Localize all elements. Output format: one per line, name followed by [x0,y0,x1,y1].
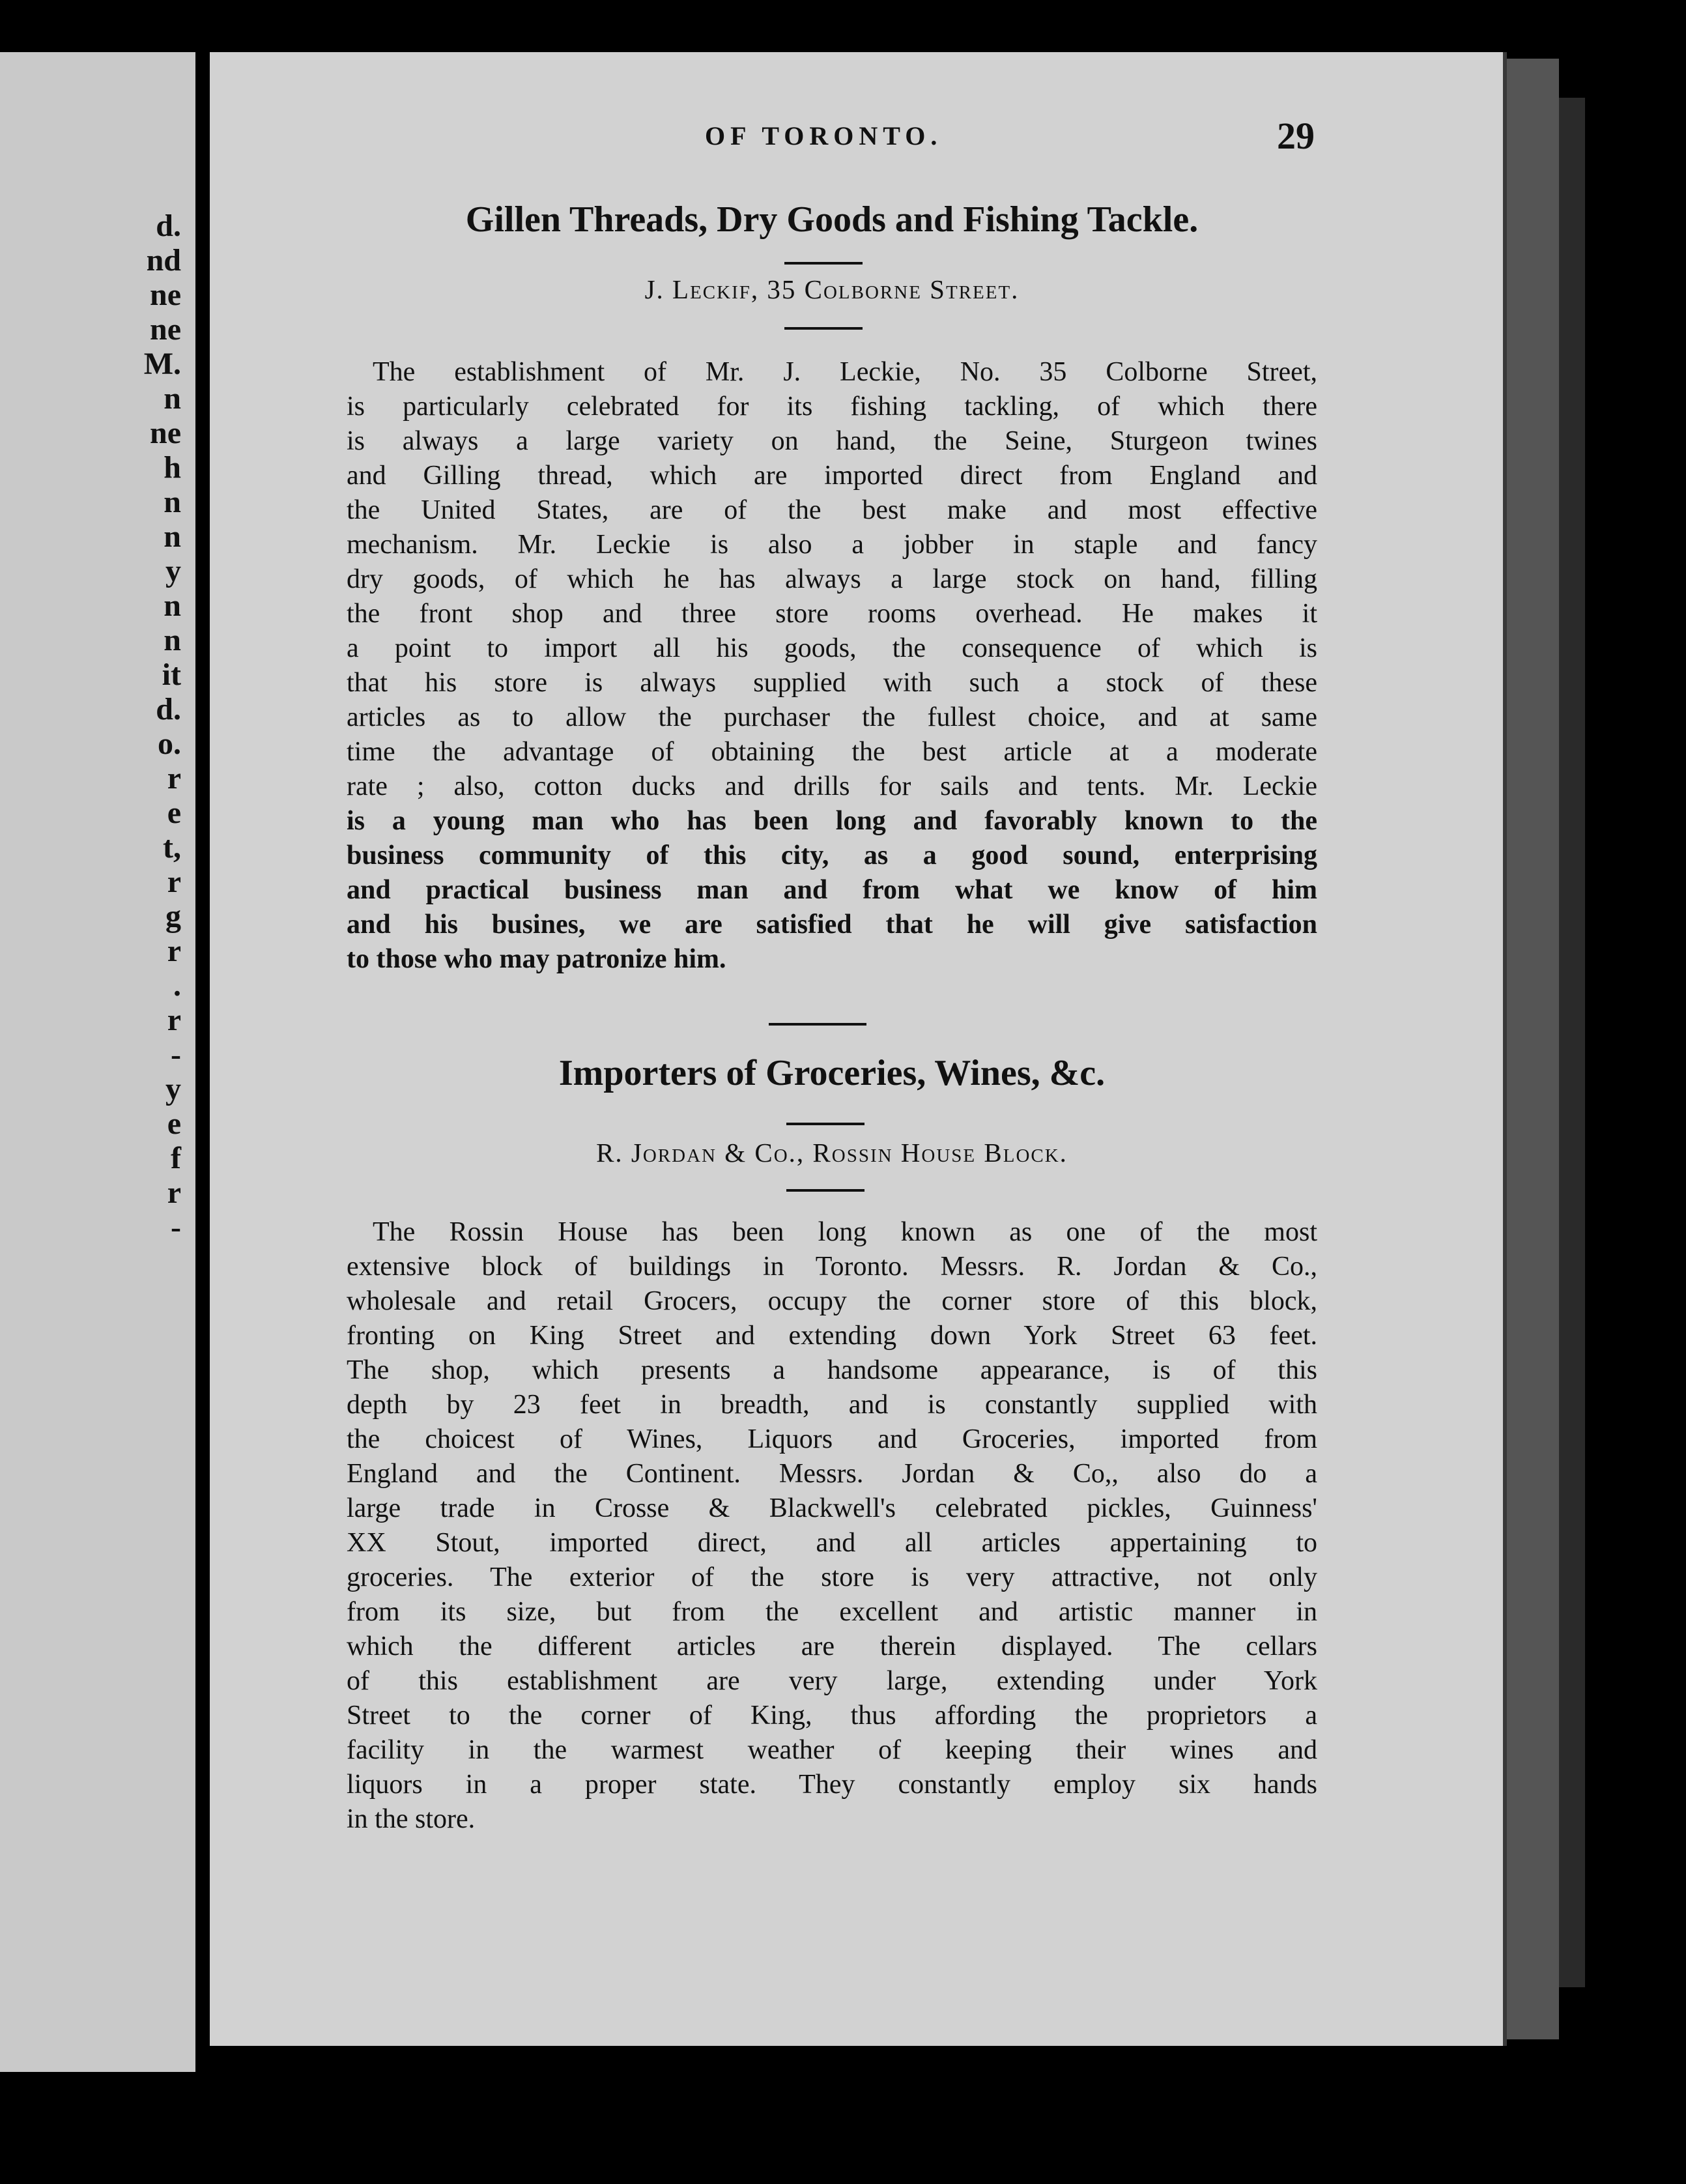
fragment: f [171,1141,181,1175]
fragment: n [164,623,181,657]
fragment: n [164,519,181,554]
page-edge-dark [1559,98,1585,1987]
fragment: M. [143,347,181,381]
text-line: dry goods, of which he has always a large stock on hand, filling [347,564,1317,594]
text-line: from its size, but from the excellent and artistic manner in [347,1597,1317,1627]
fragment: y [165,554,181,588]
fragment: t, [163,830,181,865]
fragment: e [167,1106,181,1141]
text-line: The Rossin House has been long known as one of the most [373,1217,1317,1247]
text-line: rate ; also, cotton ducks and drills for sails and tents. Mr. Leckie [347,771,1317,801]
fragment: - [171,1210,181,1244]
book-page [210,52,1507,2046]
fragment: n [164,588,181,623]
text-line: XX Stout, imported direct, and all articles appertaining to [347,1528,1317,1558]
fragment: h [164,450,181,485]
fragment: r [167,1175,181,1210]
fragment: g [165,899,181,934]
divider-rule [786,1189,864,1192]
fragment: r [167,865,181,899]
fragment: o. [158,726,181,761]
fragment: r [167,761,181,796]
fragment: ne [150,416,181,450]
text-line: wholesale and retail Grocers, occupy the corner store of this block, [347,1286,1317,1316]
text-line: and his busines, we are satisfied that he will give satisfaction [347,910,1317,940]
fragment: e [167,796,181,830]
text-line: is a young man who has been long and favorably known to the [347,806,1317,836]
fragment: d. [156,692,181,726]
text-line: time the advantage of obtaining the best article at a moderate [347,737,1317,767]
text-line: the choicest of Wines, Liquors and Groceries, imported from [347,1424,1317,1454]
page-number: 29 [1277,115,1315,157]
fragment: y [165,1072,181,1106]
fragment: . [173,968,181,1003]
fragment: n [164,485,181,519]
text-line: is particularly celebrated for its fishing tackling, of which there [347,392,1317,422]
section-body [347,355,1317,977]
text-line: that his store is always supplied with such a stock of these [347,668,1317,698]
section-body [347,1215,1317,1837]
text-line: depth by 23 feet in breadth, and is constantly supplied with [347,1390,1317,1420]
text-line: and Gilling thread, which are imported direct from England and [347,461,1317,491]
page-edge-shadow [1507,59,1559,2039]
fragment: r [167,1003,181,1037]
text-line: large trade in Crosse & Blackwell's celebrated pickles, Guinness' [347,1493,1317,1523]
text-line: The establishment of Mr. J. Leckie, No. 35 Colborne Street, [373,357,1317,387]
text-line: business community of this city, as a good sound, enterprising [347,841,1317,870]
text-line: articles as to allow the purchaser the fullest choice, and at same [347,702,1317,732]
text-line: extensive block of buildings in Toronto. Messrs. R. Jordan & Co., [347,1252,1317,1282]
text-line: which the different articles are therein displayed. The cellars [347,1631,1317,1661]
text-line: The shop, which presents a handsome appearance, is of this [347,1355,1317,1385]
text-line: liquors in a proper state. They constantly employ six hands [347,1770,1317,1800]
text-line: facility in the warmest weather of keeping their wines and [347,1735,1317,1765]
text-line: the United States, are of the best make and most effective [347,495,1317,525]
text-line: a point to import all his goods, the consequence of which is [347,633,1317,663]
text-line: groceries. The exterior of the store is very attractive, not only [347,1562,1317,1592]
fragment: ne [150,312,181,347]
left-page-text-fragments [129,208,181,1244]
fragment: it [162,657,181,692]
fragment: nd [146,243,181,278]
text-line: in the store. [347,1804,476,1834]
section-separator [769,1023,866,1026]
divider-rule [784,327,863,330]
section-byline: J. Leckif, 35 Colborne Street. [644,274,1020,304]
left-page-strip [0,52,195,2072]
fragment: r [167,934,181,968]
book-gutter [195,0,210,2184]
running-header: OF TORONTO. [705,121,943,151]
fragment: ne [150,278,181,312]
section-title: Importers of Groceries, Wines, &c. [558,1053,1106,1093]
text-line: and practical business man and from what we know of him [347,875,1317,905]
text-line: fronting on King Street and extending down York Street 63 feet. [347,1321,1317,1351]
text-line: is always a large variety on hand, the Seine, Sturgeon twines [347,426,1317,456]
section-title: Gillen Threads, Dry Goods and Fishing Tackle. [465,199,1199,240]
text-line: mechanism. Mr. Leckie is also a jobber in staple and fancy [347,530,1317,560]
divider-rule [786,1123,864,1125]
text-line: of this establishment are very large, extending under York [347,1666,1317,1696]
fragment: n [164,381,181,416]
text-line: England and the Continent. Messrs. Jordan & Co,, also do a [347,1459,1317,1489]
text-line: the front shop and three store rooms overhead. He makes it [347,599,1317,629]
text-line: Street to the corner of King, thus affording the proprietors a [347,1701,1317,1731]
text-line: to those who may patronize him. [347,944,726,974]
fragment: d. [156,208,181,243]
section-byline: R. Jordan & Co., Rossin House Block. [596,1138,1068,1168]
fragment: - [171,1037,181,1072]
divider-rule [784,262,863,265]
